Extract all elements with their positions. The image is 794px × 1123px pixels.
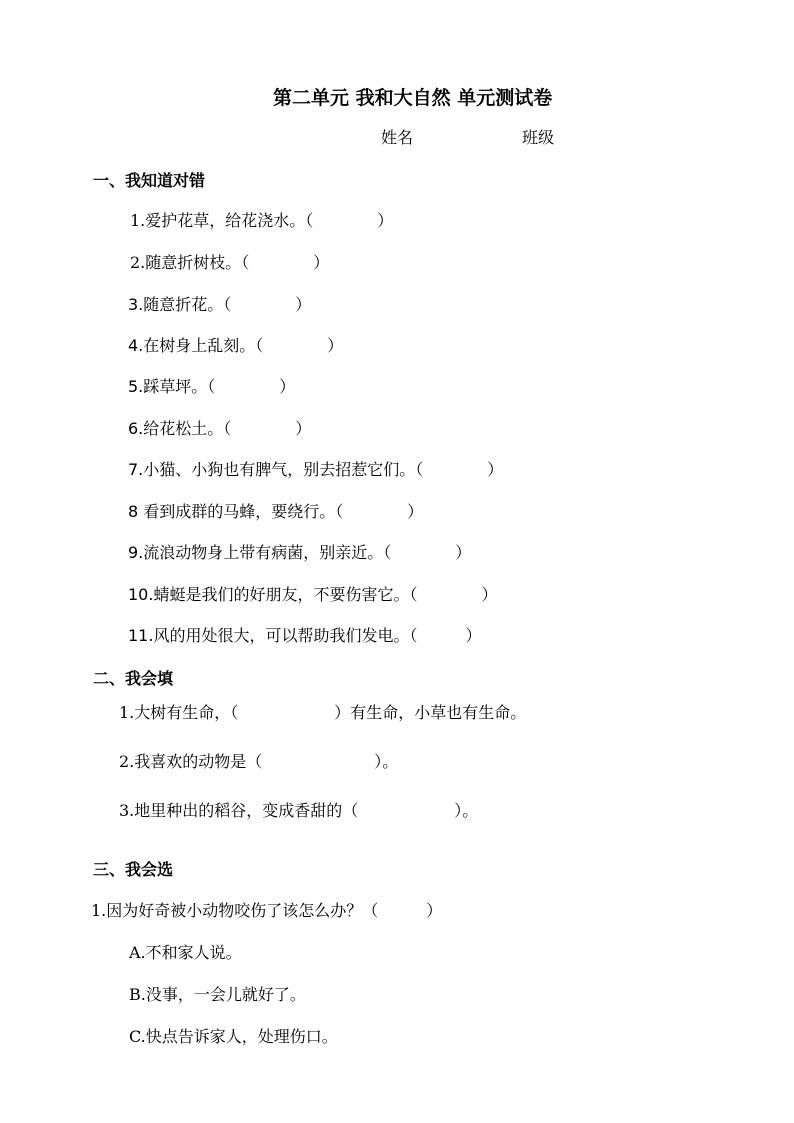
choice-option-c: C.快点告诉家人，处理伤口。 [129,1027,338,1046]
judge-item: 9.流浪动物身上带有病菌，别亲近。（ ） [128,543,472,562]
section1-heading: 一、我知道对错 [93,171,206,190]
section3-heading: 三、我会选 [93,860,174,879]
page-title: 第二单元 我和大自然 单元测试卷 [273,87,553,109]
fill-item: 2.我喜欢的动物是（ ）。 [119,752,399,771]
judge-item: 10.蜻蜓是我们的好朋友，不要伤害它。（ ） [128,585,498,604]
judge-item: 8 看到成群的马蜂，要绕行。（ ） [128,502,424,521]
judge-item: 5.踩草坪。（ ） [128,377,296,396]
judge-item: 1.爱护花草，给花浇水。（ ） [130,211,394,230]
judge-item: 6.给花松土。（ ） [128,419,312,438]
section2-heading: 二、我会填 [93,669,174,688]
choice-option-a: A.不和家人说。 [129,943,242,962]
fill-item: 3.地里种出的稻谷，变成香甜的（ ）。 [119,801,479,820]
name-label: 姓名 [381,128,414,147]
fill-item: 1.大树有生命，（ ）有生命，小草也有生命。 [119,703,527,722]
judge-item: 2.随意折树枝。（ ） [130,253,330,272]
class-label: 班级 [522,128,555,147]
judge-item: 4.在树身上乱刻。（ ） [128,336,344,355]
judge-item: 3.随意折花。（ ） [128,295,312,314]
choice-option-b: B.没事，一会儿就好了。 [129,985,306,1004]
choice-question: 1.因为好奇被小动物咬伤了该怎么办？（ ） [91,901,443,920]
judge-item: 7.小猫、小狗也有脾气，别去招惹它们。（ ） [128,460,504,479]
judge-item: 11.风的用处很大，可以帮助我们发电。（ ） [128,626,482,645]
